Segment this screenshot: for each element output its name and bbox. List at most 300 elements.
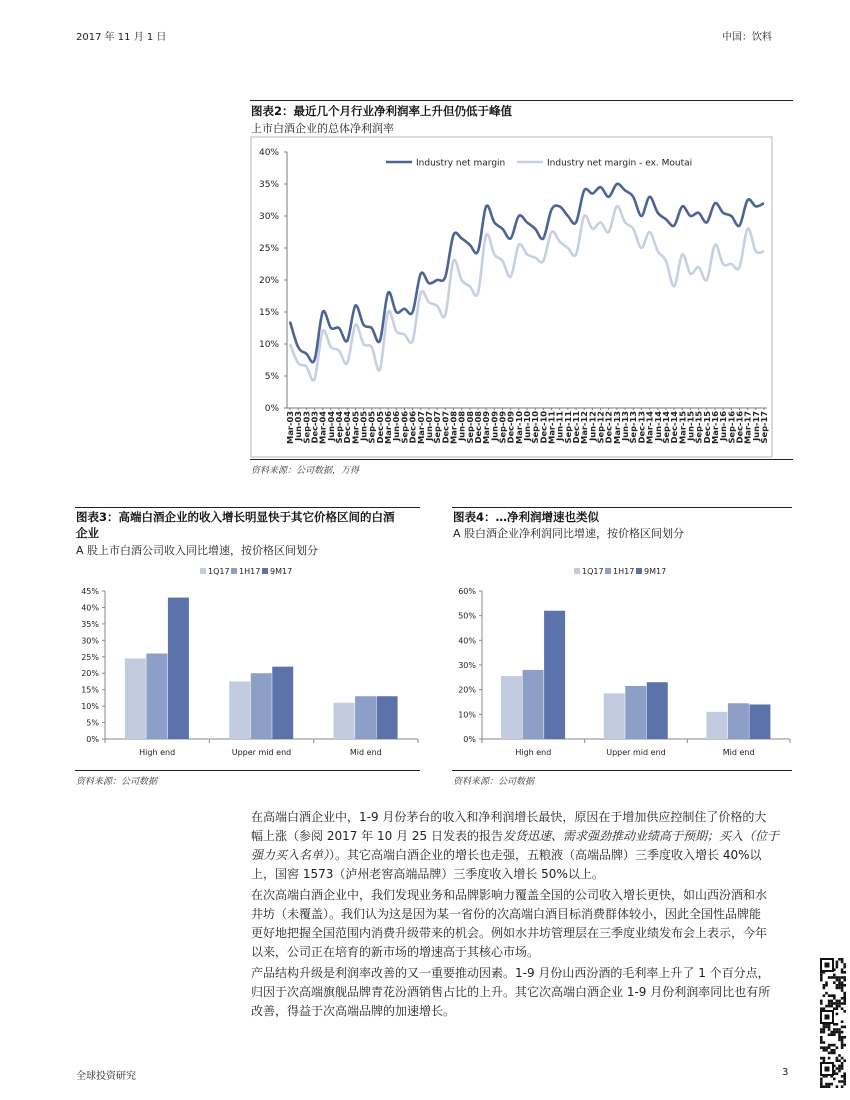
qr-module (825, 981, 828, 984)
qr-module (843, 1000, 846, 1003)
bar-1q17-high-end (125, 658, 146, 739)
category-label: Mid end (349, 748, 382, 757)
x-tick-label: Dec-06 (407, 411, 418, 444)
qr-module (823, 1059, 826, 1062)
paragraph-line: 归因于次高端旗舰品牌青花汾酒销售占比的上升。其它次高端白酒企业 1-9 月份利润率同比也有所 (251, 985, 771, 999)
category-label: High end (515, 748, 552, 757)
paragraph-line: 更好地把握全国范围内消费升级带来的机会。例如水井坊管理层在三季度业绩发布会上表示，今年 (251, 926, 768, 940)
qr-module (820, 1007, 823, 1010)
qr-module (838, 1070, 841, 1073)
qr-module (833, 976, 836, 979)
qr-module (820, 1078, 823, 1081)
category-label: Mid end (722, 748, 755, 757)
qr-module (825, 1049, 828, 1052)
qr-module (830, 1083, 833, 1086)
legend-label: 1Q17 (208, 567, 230, 576)
qr-module (820, 1002, 823, 1005)
y-tick-label: 60% (458, 587, 476, 596)
qr-module (843, 992, 846, 995)
qr-module (836, 961, 839, 964)
header-section: 中国：饮料 (722, 32, 772, 43)
category-label: Upper mid end (606, 748, 666, 757)
legend-label: Industry net margin - ex. Moutai (547, 158, 693, 169)
x-tick-label: Jun-13 (620, 411, 631, 441)
qr-module (828, 1028, 831, 1031)
qr-module (841, 968, 844, 971)
x-tick-label: Dec-16 (734, 411, 745, 444)
qr-module (838, 1036, 841, 1039)
x-tick-label: Jun-11 (554, 411, 565, 441)
bar-1h17-high-end (146, 653, 167, 739)
paragraph-2 (251, 886, 791, 962)
bar-chart-profit (452, 560, 792, 770)
bar-1q17-high-end (501, 676, 522, 739)
qr-module (838, 1067, 841, 1070)
x-tick-label: Jun-04 (325, 411, 336, 441)
qr-module (825, 1046, 828, 1049)
figure4-title: 图表4：…净利润增速也类似 (453, 510, 600, 524)
qr-module (830, 1000, 833, 1003)
x-tick-label: Sep-15 (693, 411, 704, 444)
qr-module (836, 1067, 839, 1070)
y-tick-label: 10% (81, 702, 99, 712)
y-tick-label: 20% (258, 276, 279, 286)
qr-module (843, 994, 846, 997)
x-tick-label: Sep-03 (301, 411, 312, 444)
qr-module (828, 976, 831, 979)
x-tick-label: Mar-11 (546, 411, 557, 444)
qr-module (838, 976, 841, 979)
x-tick-label: Jun-15 (685, 411, 696, 441)
qr-module (841, 1075, 844, 1078)
qr-module (841, 987, 844, 990)
qr-module (823, 1031, 826, 1034)
y-tick-label: 50% (458, 611, 476, 621)
header-date: 2017 年 11 月 1 日 (76, 32, 167, 43)
qr-module (820, 974, 823, 977)
paragraph-line (251, 827, 791, 846)
x-tick-label: Jun-14 (652, 411, 663, 441)
bar-chart-revenue (75, 560, 420, 770)
qr-module (843, 1002, 846, 1005)
x-tick-label: Jun-06 (391, 411, 402, 441)
qr-module (838, 1031, 841, 1034)
figure4-subtitle: A 股白酒企业净利润同比增速，按价格区间划分 (453, 527, 685, 540)
qr-module (830, 1033, 833, 1036)
qr-module (830, 976, 833, 979)
qr-module (830, 1031, 833, 1034)
legend-swatch (574, 568, 580, 574)
qr-module (836, 966, 839, 969)
qr-module (823, 1041, 826, 1044)
qr-module (823, 1028, 826, 1031)
x-tick-label: Mar-10 (513, 411, 524, 444)
qr-module (820, 976, 823, 979)
paragraph-line (251, 846, 791, 865)
paragraph-line: 改善，得益于次高端品牌的加速增长。 (251, 1004, 456, 1018)
paragraph-3 (251, 964, 791, 1021)
qr-finder-core (825, 1067, 830, 1072)
x-tick-label: Sep-14 (660, 411, 671, 444)
qr-module (820, 1083, 823, 1086)
qr-module (823, 984, 826, 987)
qr-module (820, 1028, 823, 1031)
figure3-bottom-rule (75, 770, 420, 771)
qr-module (825, 1085, 828, 1088)
qr-module (841, 1039, 844, 1042)
text-run: 幅上涨（参阅 2017 年 10 月 25 日发表的报告 (251, 829, 503, 843)
qr-module (841, 1002, 844, 1005)
qr-module (843, 976, 846, 979)
x-tick-label: Mar-15 (677, 411, 688, 444)
qr-module (823, 987, 826, 990)
figure3-title (76, 509, 421, 541)
qr-module (828, 994, 831, 997)
qr-module (820, 1031, 823, 1034)
qr-module (838, 984, 841, 987)
figure2-source: 资料来源：公司数据，万得 (251, 466, 360, 476)
qr-module (841, 984, 844, 987)
x-tick-label: Sep-09 (497, 411, 508, 444)
x-tick-label: Dec-14 (669, 411, 680, 444)
x-tick-label: Sep-12 (595, 411, 606, 444)
y-tick-label: 30% (81, 636, 99, 646)
bar-9m17-mid-end (749, 704, 770, 739)
bar-1h17-upper-mid-end (625, 686, 646, 739)
x-tick-label: Sep-11 (562, 411, 573, 444)
qr-module (843, 1036, 846, 1039)
bar-9m17-mid-end (377, 696, 398, 739)
qr-module (841, 971, 844, 974)
bar-9m17-high-end (168, 598, 189, 739)
qr-module (820, 1000, 823, 1003)
x-tick-label: Dec-12 (603, 411, 614, 444)
figure3-subtitle: A 股上市白酒公司收入同比增速，按价格区间划分 (76, 544, 319, 557)
qr-module (836, 1002, 839, 1005)
x-tick-label: Jun-09 (489, 411, 500, 441)
qr-module (833, 1049, 836, 1052)
x-tick-label: Mar-16 (709, 411, 720, 444)
figure3-title-line1: 图表3：高端白酒企业的收入增长明显快于其它价格区间的白酒 (76, 510, 395, 524)
legend-label: 9M17 (270, 567, 293, 576)
figure4-source: 资料来源：公司数据 (453, 777, 535, 787)
qr-module (833, 994, 836, 997)
category-label: Upper mid end (231, 748, 292, 757)
qr-module (828, 1026, 831, 1029)
qr-module (823, 1049, 826, 1052)
qr-module (833, 974, 836, 977)
y-tick-label: 0% (264, 404, 279, 414)
qr-module (825, 1083, 828, 1086)
bar-1h17-high-end (523, 670, 544, 739)
qr-module (836, 984, 839, 987)
qr-module (841, 1007, 844, 1010)
qr-module (841, 1062, 844, 1065)
qr-module (825, 984, 828, 987)
qr-module (820, 979, 823, 982)
qr-module (820, 1046, 823, 1049)
qr-module (833, 1078, 836, 1081)
paragraph-line: 在次高端白酒企业中，我们发现业务和品牌影响力覆盖全国的公司收入增长更快，如山西汾酒和水 (251, 888, 768, 902)
report-title-italic: 强力买入名单） (251, 848, 330, 862)
qr-module (838, 1005, 841, 1008)
qr-module (836, 987, 839, 990)
qr-module (828, 1033, 831, 1036)
qr-module (836, 1005, 839, 1008)
qr-module (841, 989, 844, 992)
qr-module (833, 1007, 836, 1010)
qr-module (836, 1023, 839, 1026)
qr-module (828, 1083, 831, 1086)
qr-module (823, 1026, 826, 1029)
qr-module (820, 1041, 823, 1044)
bar-1q17-mid-end (706, 712, 727, 739)
x-tick-label: Mar-06 (383, 411, 394, 444)
qr-module (836, 1007, 839, 1010)
qr-module (843, 1083, 846, 1086)
qr-module (841, 1065, 844, 1068)
legend-label: 9M17 (644, 567, 667, 576)
legend-label: 1Q17 (582, 567, 604, 576)
x-tick-label: Sep-08 (464, 411, 475, 444)
qr-module (830, 1005, 833, 1008)
y-tick-label: 20% (458, 685, 476, 695)
qr-module (841, 1046, 844, 1049)
qr-module (838, 987, 841, 990)
x-tick-label: Jun-08 (456, 411, 467, 441)
qr-code-icon (820, 958, 846, 1090)
line-chart (250, 136, 793, 460)
qr-module (830, 1044, 833, 1047)
figure3-source: 资料来源：公司数据 (76, 777, 158, 787)
qr-module (841, 1020, 844, 1023)
y-tick-label: 5% (264, 372, 279, 382)
paragraph-line: 产品结构升级是利润率改善的又一重要推动因素。1-9 月份山西汾酒的毛利率上升了 1 个百分点， (251, 966, 770, 980)
qr-module (830, 994, 833, 997)
qr-module (825, 1026, 828, 1029)
footer-label: 全球投资研究 (76, 1071, 136, 1082)
qr-module (843, 1010, 846, 1013)
x-tick-label: Dec-13 (636, 411, 647, 444)
legend-label: 1H17 (613, 567, 635, 576)
report-title-italic: 发货迅速、需求强劲推动业绩高于预期；买入（位于 (502, 829, 779, 843)
qr-module (843, 979, 846, 982)
y-tick-label: 30% (458, 661, 476, 670)
qr-module (841, 1044, 844, 1047)
x-tick-label: Sep-16 (726, 410, 737, 444)
figure2-top-rule (250, 100, 793, 101)
qr-module (825, 992, 828, 995)
figure2-title: 图表2：最近几个月行业净利润率上升但仍低于峰值 (251, 104, 512, 118)
y-tick-label: 40% (258, 148, 279, 158)
y-tick-label: 0% (463, 735, 476, 744)
figure4-top-rule (452, 507, 792, 508)
x-tick-label: Sep-13 (628, 411, 639, 444)
paragraph-1 (251, 808, 791, 884)
qr-module (833, 997, 836, 1000)
qr-module (825, 1005, 828, 1008)
x-tick-label: Mar-07 (415, 411, 426, 444)
bar-1h17-mid-end (355, 696, 376, 739)
y-tick-label: 45% (81, 587, 99, 596)
y-tick-label: 35% (81, 619, 99, 629)
qr-module (838, 1065, 841, 1068)
legend-swatch (200, 568, 206, 574)
qr-module (836, 1013, 839, 1016)
x-tick-label: Sep-04 (334, 411, 345, 444)
qr-module (841, 1026, 844, 1029)
qr-module (830, 1049, 833, 1052)
qr-module (838, 958, 841, 961)
qr-module (838, 1028, 841, 1031)
qr-module (838, 1000, 841, 1003)
qr-module (828, 1002, 831, 1005)
qr-module (823, 1046, 826, 1049)
figure2-subtitle: 上市白酒企业的总体净利润率 (251, 122, 394, 135)
bar-9m17-upper-mid-end (272, 667, 293, 739)
qr-module (838, 981, 841, 984)
y-tick-label: 15% (81, 685, 99, 695)
qr-module (843, 1078, 846, 1081)
x-tick-label: Jun-05 (358, 411, 369, 441)
qr-module (828, 1000, 831, 1003)
x-tick-label: Jun-10 (522, 411, 532, 441)
qr-finder-core (825, 1015, 830, 1020)
x-tick-label: Jun-03 (293, 411, 304, 441)
y-tick-label: 10% (458, 710, 476, 720)
qr-module (828, 1085, 831, 1088)
x-tick-label: Mar-13 (611, 411, 622, 444)
qr-module (843, 984, 846, 987)
legend-label: Industry net margin (416, 158, 506, 169)
qr-module (833, 1028, 836, 1031)
x-tick-label: Dec-08 (472, 411, 483, 444)
qr-module (833, 1033, 836, 1036)
x-tick-label: Mar-12 (579, 411, 590, 444)
qr-module (836, 1059, 839, 1062)
qr-module (838, 979, 841, 982)
qr-module (841, 1080, 844, 1083)
qr-finder-core (825, 963, 830, 968)
qr-module (836, 976, 839, 979)
legend-label: 1H17 (239, 567, 261, 576)
qr-module (838, 1054, 841, 1057)
qr-module (841, 1067, 844, 1070)
qr-module (841, 981, 844, 984)
x-tick-label: Mar-09 (481, 411, 492, 444)
legend-swatch (262, 568, 268, 574)
x-tick-label: Jun-16 (718, 411, 729, 441)
x-tick-label: Dec-11 (571, 411, 582, 444)
qr-module (828, 1044, 831, 1047)
qr-module (836, 963, 839, 966)
qr-module (841, 1057, 844, 1060)
y-tick-label: 15% (258, 308, 279, 318)
qr-module (838, 1033, 841, 1036)
qr-module (843, 1026, 846, 1029)
y-tick-label: 10% (258, 340, 279, 350)
qr-module (836, 1031, 839, 1034)
bar-9m17-high-end (544, 611, 565, 739)
qr-module (820, 1039, 823, 1042)
bar-1h17-upper-mid-end (251, 673, 272, 739)
qr-module (828, 1005, 831, 1008)
x-tick-label: Dec-04 (342, 411, 353, 444)
qr-module (820, 1085, 823, 1088)
qr-module (833, 1044, 836, 1047)
qr-module (836, 1000, 839, 1003)
category-label: High end (139, 748, 176, 757)
bar-9m17-upper-mid-end (647, 682, 668, 739)
x-tick-label: Dec-10 (538, 411, 549, 444)
qr-module (843, 971, 846, 974)
figure2-bottom-rule (250, 459, 793, 460)
qr-module (820, 1080, 823, 1083)
x-tick-label: Sep-05 (366, 411, 377, 444)
qr-module (828, 1046, 831, 1049)
x-tick-label: Mar-14 (644, 411, 655, 444)
qr-module (841, 1041, 844, 1044)
qr-module (838, 1080, 841, 1083)
bar-1q17-mid-end (334, 703, 355, 739)
x-tick-label: Mar-17 (742, 410, 753, 444)
bar-1q17-upper-mid-end (604, 693, 625, 739)
qr-module (833, 1002, 836, 1005)
x-tick-label: Sep-06 (399, 411, 410, 444)
qr-module (838, 1002, 841, 1005)
line-chart-frame (251, 137, 772, 457)
qr-module (828, 1057, 831, 1060)
qr-module (836, 1085, 839, 1088)
x-tick-label: Jun-07 (423, 411, 434, 441)
qr-module (843, 966, 846, 969)
qr-module (841, 1036, 844, 1039)
qr-module (841, 997, 844, 1000)
x-tick-label: Dec-15 (701, 411, 712, 444)
bar-1q17-upper-mid-end (229, 681, 250, 739)
qr-module (833, 1031, 836, 1034)
x-tick-label: Dec-09 (505, 411, 516, 444)
qr-module (843, 1072, 846, 1075)
qr-module (836, 1028, 839, 1031)
qr-module (838, 1039, 841, 1042)
paragraph-line: 井坊（未覆盖）。我们认为这是因为某一省份的次高端白酒目标消费群体较小，因此全国性品牌能 (251, 907, 762, 921)
x-tick-label: Mar-04 (317, 411, 328, 444)
qr-module (836, 1057, 839, 1060)
x-tick-label: Sep-17 (759, 411, 769, 444)
y-tick-label: 40% (81, 603, 99, 613)
qr-module (833, 1052, 836, 1055)
qr-module (838, 1059, 841, 1062)
qr-module (841, 1031, 844, 1034)
y-tick-label: 5% (86, 718, 99, 728)
x-tick-label: Jun-17 (750, 411, 761, 441)
qr-module (823, 1007, 826, 1010)
y-tick-label: 0% (86, 735, 99, 744)
legend-swatch (605, 568, 611, 574)
x-tick-label: Sep-10 (530, 411, 541, 444)
qr-module (820, 1057, 823, 1060)
qr-module (830, 1052, 833, 1055)
x-tick-label: Sep-07 (432, 411, 443, 444)
y-tick-label: 40% (458, 636, 476, 646)
qr-module (833, 981, 836, 984)
y-tick-label: 25% (81, 652, 99, 662)
qr-module (841, 958, 844, 961)
qr-module (841, 961, 844, 964)
y-tick-label: 25% (258, 244, 279, 254)
y-tick-label: 20% (81, 669, 99, 679)
